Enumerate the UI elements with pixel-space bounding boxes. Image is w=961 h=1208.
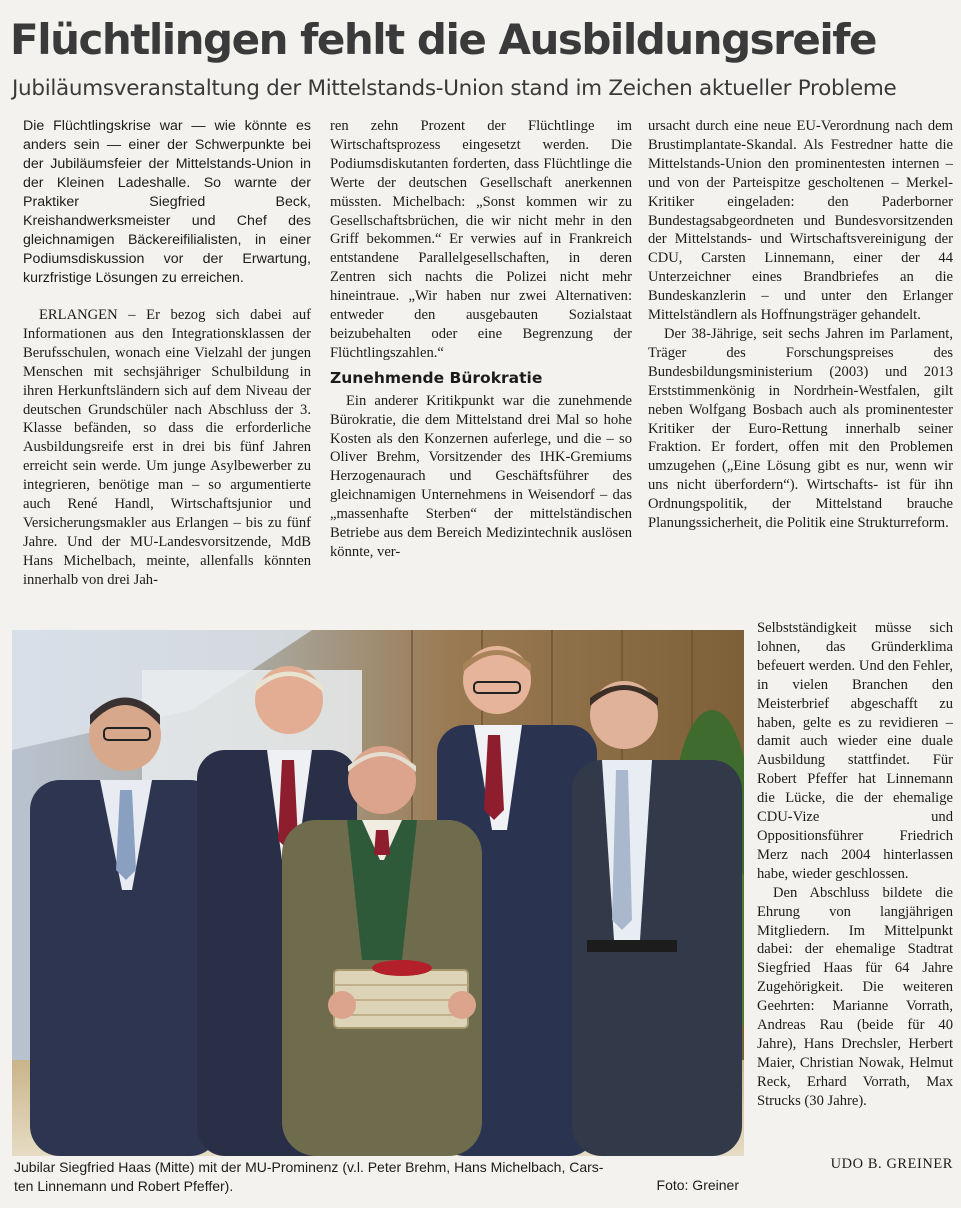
- caption-line-2: ten Linnemann und Robert Pfeffer).: [14, 1177, 234, 1194]
- body-paragraph: ursacht durch eine neue EU-Verordnung nach dem Brustimplantate-Skandal. Als Festredner hatte die Mittelstands-Union den prominentesten internen – und von der Parteispitze gescholtenen – Merkel-Kritiker eingeladen: den Paderborner Bundestagsabgeordneten und Bundesvorsitzenden der Mittelstands- und Wirtschaftsvereinigung der CDU, Carsten Linnemann, einer der 44 Unterzeichner eines Brandbriefes an die Bundeskanzlerin – und unter den Erlanger Mittelständlern als Hoffnungsträger gehandelt.: [648, 118, 953, 324]
- body-paragraph: Selbstständigkeit müsse sich lohnen, das Gründerklima befeuert werden. Und den Fehler, in vielen Branchen den Meisterbrief abgeschafft zu haben, gelte es zu revidieren – damit auch wieder eine duale Ausbildung stattfindet. Für Robert Pfeffer hat Linnemann die Lücke, die der ehemalige CDU-Vize und Oppositionsführer Friedrich Merz nach 2004 hinterlassen habe, wieder geschlossen.: [757, 620, 953, 882]
- group-photo-illustration: [12, 630, 744, 1156]
- body-paragraph: Den Abschluss bildete die Ehrung von langjährigen Mitgliedern. Im Mittelpunkt dabei: der ehemalige Stadtrat Siegfried Haas für 64 Jahre Zugehörigkeit. Die weiteren Geehrten: Marianne Vorrath, Andreas Rau (beide für 40 Jahre), Hans Drechsler, Herbert Maier, Christian Nowak, Helmut Reck, Erhard Vorrath, Max Strucks (30 Jahre).: [757, 884, 953, 1109]
- headline: Flüchtlingen fehlt die Ausbildungsreife: [10, 15, 876, 64]
- article-column-3-continued: [757, 619, 953, 1154]
- caption-line-1: Jubilar Siegfried Haas (Mitte) mit der MU-Prominenz (v.l. Peter Brehm, Hans Michelbach, Cars-: [14, 1159, 604, 1175]
- photo-credit: Foto: Greiner: [656, 1177, 739, 1193]
- body-paragraph: ren zehn Prozent der Flüchtlinge im Wirtschaftsprozess eingesetzt werden. Die Podiumsdiskutanten forderten, dass Flüchtlinge die Werte der deutschen Gesellschaft anerkennen müssten. Michelbach: „Sonst kommen wir zu Gesellschaftsbrüchen, die wir nicht mehr in den Griff bekommen.“ Er verwies auf in Frankreich entstandene Parallelgesellschaften, in deren Zentren sich nachts die Polizei nicht mehr hineintraue. „Wir haben nur zwei Alternativen: entweder den ausgebauten Sozialstaat beizubehalten oder eine Begrenzung der Flüchtlingszahlen.“: [330, 118, 632, 361]
- body-paragraph: Ein anderer Kritikpunkt war die zunehmende Bürokratie, die dem Mittelstand drei Mal so hohe Kosten als den Konzernen auferlege, und die – so Oliver Brehm, Vorsitzender des IHK-Gremiums Herzogenaurach und Geschäftsführer des gleichnamigen Unternehmens in Weisendorf – das „massenhafte Sterben“ der mittelständischen Betriebe aus dem Bereich Medizintechnik auslösen könnte, ver-: [330, 392, 632, 560]
- section-subtitle: Zunehmende Bürokratie: [330, 368, 543, 387]
- body-paragraph: Der 38-Jährige, seit sechs Jahren im Parlament, Träger des Forschungspreises des Bundesbildungsministerium (2003) und 2013 Erststimmenkönig in Nordrhein-Westfalen, gilt neben Wolfgang Bosbach auch als prominentester Kritiker der Euro-Rettung innerhalb seiner Fraktion. Er fordert, offen mit den Problemen umzugehen („Eine Lösung gibt es nur, wenn wir uns nicht überfordern“). Wirtschafts- ist für ihn Ordnungspolitik, der Mittelstand brauche Planungssicherheit, die Politik eine Strukturreform.: [648, 325, 953, 532]
- subheadline: Jubiläumsveranstaltung der Mittelstands-Union stand im Zeichen aktueller Probleme: [12, 76, 897, 101]
- author-byline: UDO B. GREINER: [830, 1156, 953, 1172]
- lead-paragraph: Die Flüchtlingskrise war — wie könnte es anders sein — einer der Schwerpunkte bei der Jubiläumsfeier der Mittelstands-Union in der Kleinen Ladeshalle. So warnte der Praktiker Siegfried Beck, Kreishandwerksmeister und Chef des gleichnamigen Bäckereifilialisten, in einer Podiumsdiskussion vor der Erwartung, kurzfristige Lösungen zu erreichen.: [23, 118, 311, 286]
- article-column-3: [648, 117, 953, 622]
- article-column-2: [330, 117, 632, 617]
- body-paragraph: ERLANGEN – Er bezog sich dabei auf Informationen aus den Integrationsklassen der Berufsschulen, wonach eine Vielzahl der jungen Menschen mit sechsjähriger Schulbildung in ihren Herkunftsländern sich auf dem Niveau der deutschen Grundschüler nach Abschluss der 3. Klasse befänden, so dass die erforderliche Ausbildungsreife erst in drei bis fünf Jahren erreicht sein werde. Um junge Asylbewerber zu integrieren, benötige man – so argumentierte auch René Handl, Wirtschaftsjunior und Versicherungsmakler aus Erlangen – bis zu fünf Jahre. Und der MU-Landesvorsitzende, MdB Hans Michelbach, meinte, allenfalls könnten innerhalb von drei Jah-: [23, 307, 311, 588]
- group-photo: [12, 630, 744, 1156]
- article-column-1: [23, 117, 311, 617]
- photo-caption: [14, 1158, 740, 1195]
